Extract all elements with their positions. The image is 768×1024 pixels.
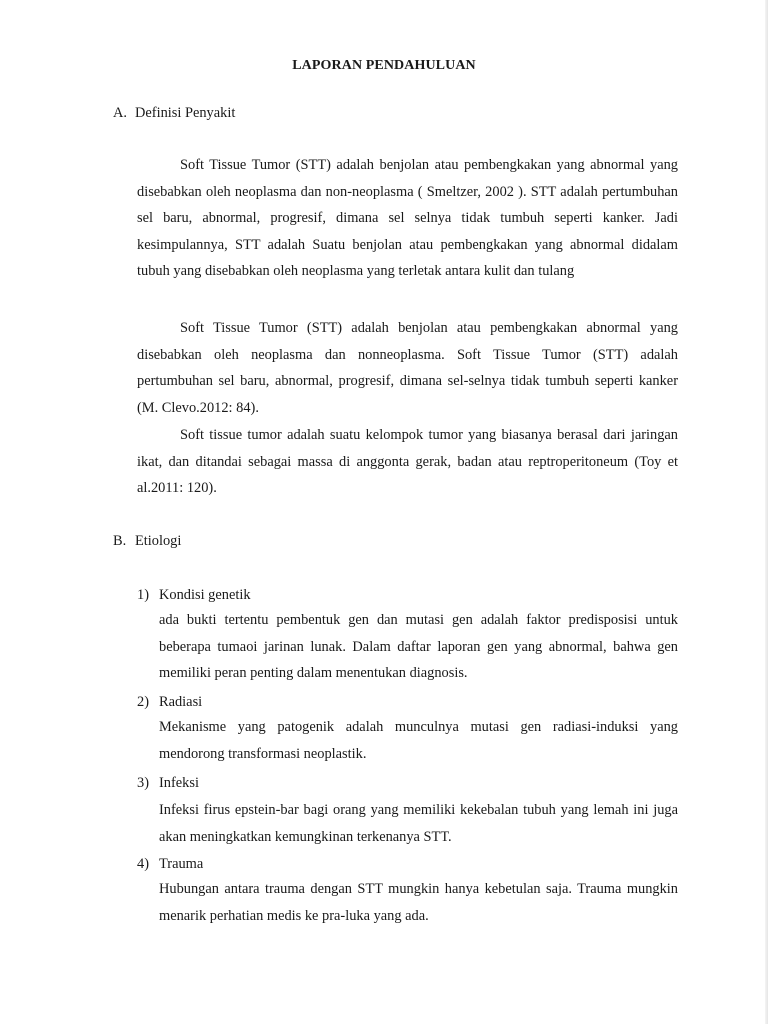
etiologi-item-3-title: Infeksi bbox=[159, 775, 199, 791]
section-a-paragraph-1: Soft Tissue Tumor (STT) adalah benjolan atau pembengkakan yang abnormal yang disebabkan oleh neoplasma dan non-neoplasma ( Smeltzer, 2002 ). STT adalah pertumbuhan sel baru, abnormal, progresif, dimana sel selnya tidak tumbuh seperti kanker. Jadi kesimpulannya, STT adalah Suatu benjolan atau pembengkakan yang abnormal didalam tubuh yang disebabkan oleh neoplasma yang terletak antara kulit dan tulang bbox=[137, 157, 678, 279]
section-a-paragraph-2: Soft Tissue Tumor (STT) adalah benjolan atau pembengkakan abnormal yang disebabkan oleh neoplasma dan nonneoplasma. Soft Tissue Tumor (STT) adalah pertumbuhan sel baru, abnormal, progresif, dimana sel-selnya tidak tumbuh seperti kanker (M. Clevo.2012: 84). bbox=[137, 320, 678, 416]
document-title: LAPORAN PENDAHULUAN bbox=[292, 58, 476, 73]
section-b-title: Etiologi bbox=[135, 533, 182, 549]
section-a-paragraph-3: Soft tissue tumor adalah suatu kelompok tumor yang biasanya berasal dari jaringan ikat, dan ditandai sebagai massa di anggonta gerak, badan atau reptroperitoneum (Toy et al.2011: 120). bbox=[137, 427, 678, 496]
etiologi-item-3-number: 3) bbox=[137, 775, 149, 791]
etiologi-item-1-number: 1) bbox=[137, 587, 149, 603]
etiologi-item-1-head bbox=[137, 587, 251, 604]
etiologi-item-2-body: Mekanisme yang patogenik adalah munculnya mutasi gen radiasi-induksi yang mendorong transformasi neoplastik. bbox=[159, 719, 678, 762]
etiologi-item-1-title: Kondisi genetik bbox=[159, 587, 251, 603]
section-a-title: Definisi Penyakit bbox=[135, 105, 236, 121]
section-b-letter: B. bbox=[113, 533, 127, 549]
etiologi-item-2-number: 2) bbox=[137, 694, 149, 710]
etiologi-item-4-title: Trauma bbox=[159, 856, 204, 872]
section-a-heading bbox=[113, 105, 235, 122]
etiologi-item-4-body: Hubungan antara trauma dengan STT mungkin hanya kebetulan saja. Trauma mungkin menarik perhatian medis ke pra-luka yang ada. bbox=[159, 881, 678, 924]
etiologi-item-2-title: Radiasi bbox=[159, 694, 203, 710]
etiologi-item-4-number: 4) bbox=[137, 856, 149, 872]
etiologi-item-4-head bbox=[137, 856, 203, 873]
etiologi-item-1-body: ada bukti tertentu pembentuk gen dan mutasi gen adalah faktor predisposisi untuk beberapa tumaoi jarinan lunak. Dalam daftar laporan gen yang abnormal, bahwa gen memiliki peran penting dalam menentukan diagnosis. bbox=[159, 612, 678, 681]
etiologi-item-2-head bbox=[137, 694, 202, 711]
etiologi-item-3-body: Infeksi firus epstein-bar bagi orang yang memiliki kekebalan tubuh yang lemah ini juga akan meningkatkan kemungkinan terkenanya STT. bbox=[159, 802, 678, 845]
etiologi-item-3-head bbox=[137, 775, 199, 792]
section-a-letter: A. bbox=[113, 105, 127, 121]
section-b-heading bbox=[113, 533, 181, 550]
